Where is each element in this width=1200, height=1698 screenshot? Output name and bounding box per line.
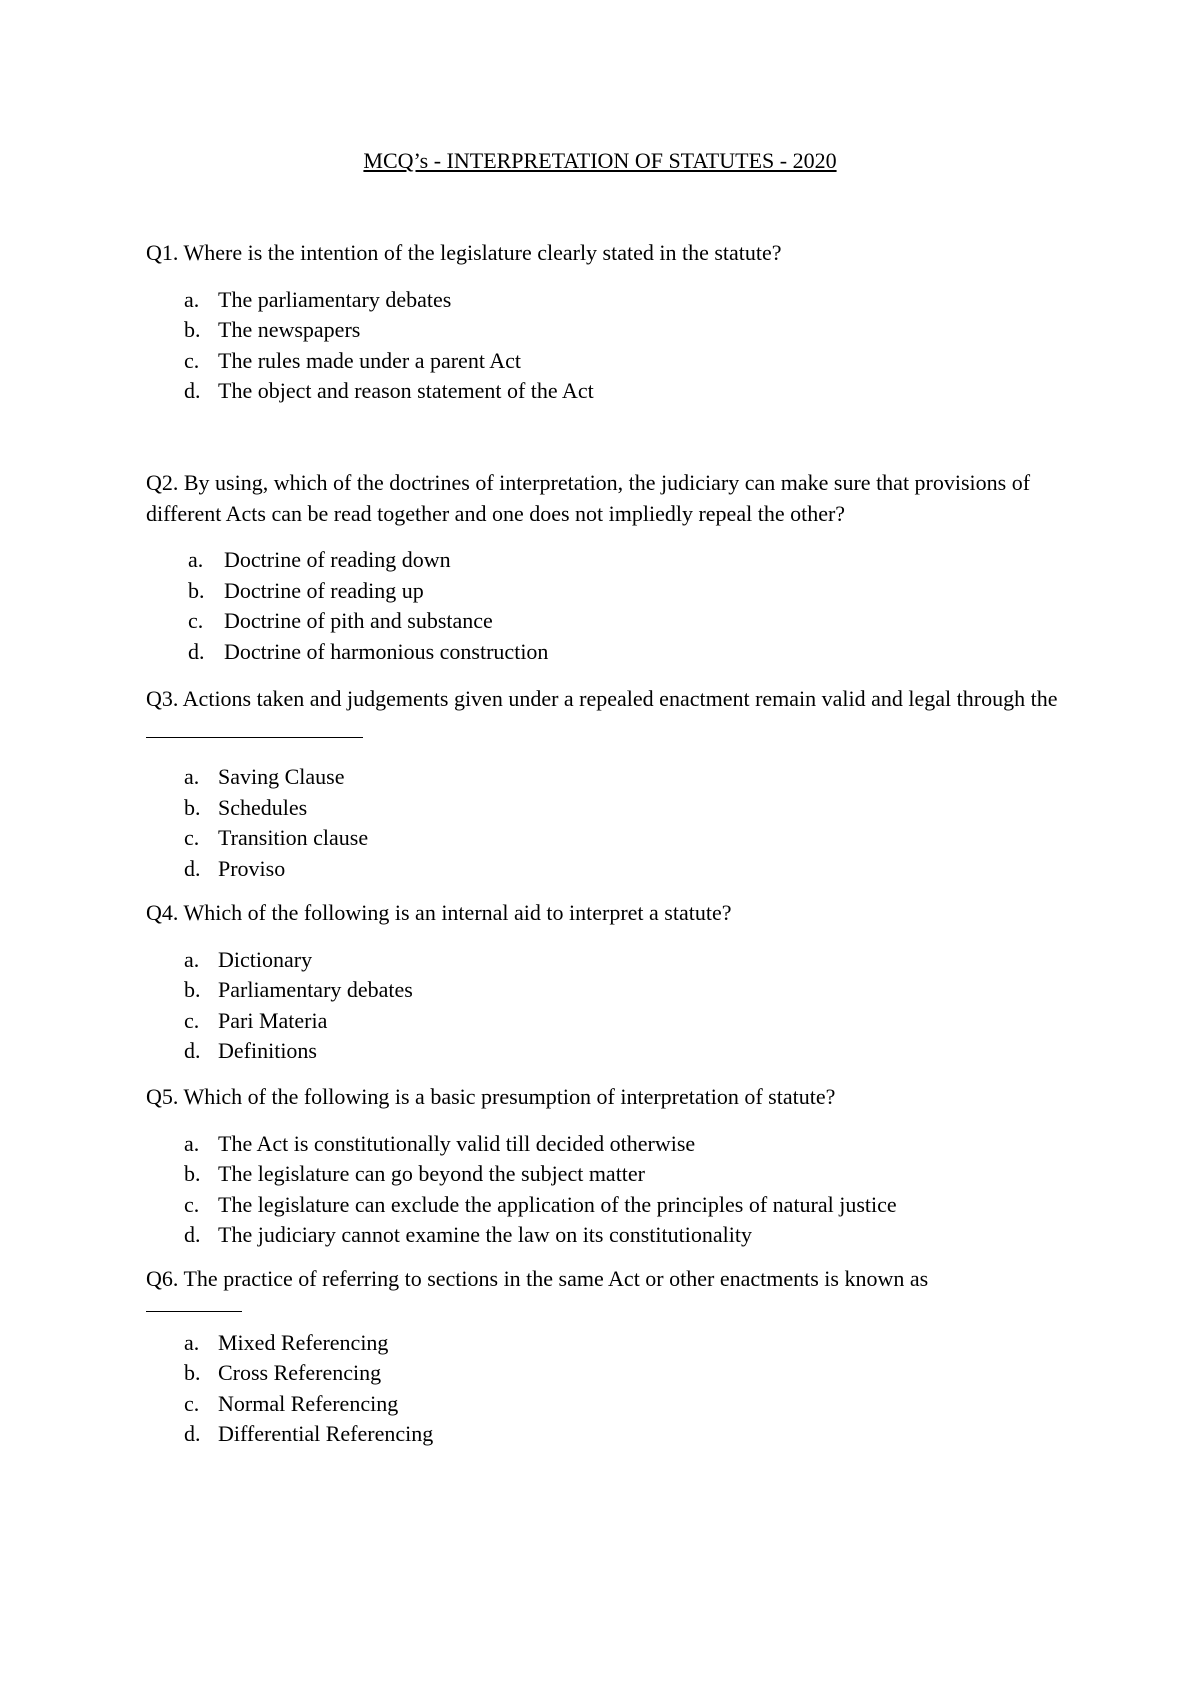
option-b: [146, 1358, 1066, 1389]
option-d: [146, 1419, 1066, 1450]
option-letter: c.: [184, 1191, 200, 1217]
question-text: Q4. Which of the following is an internal aid to interpret a statute?: [146, 900, 732, 925]
option-text: Proviso: [218, 855, 286, 881]
option-text: Doctrine of pith and substance: [224, 608, 493, 633]
option-letter: a.: [184, 1130, 200, 1156]
option-letter: c.: [184, 1007, 200, 1033]
question-text: Q6. The practice of referring to sections in the same Act or other enactments is known as: [146, 1266, 929, 1291]
option-letter: c.: [188, 608, 204, 633]
option-c: [146, 1389, 1066, 1420]
question-6: [146, 1264, 1066, 1450]
option-text: Saving Clause: [218, 764, 345, 789]
option-text: Doctrine of reading up: [224, 577, 424, 603]
option-text: The newspapers: [218, 317, 361, 342]
option-letter: c.: [184, 825, 200, 850]
option-letter: d.: [184, 1421, 201, 1446]
options-list: [146, 1129, 1066, 1251]
option-letter: b.: [184, 317, 201, 342]
option-c: [146, 1006, 1066, 1037]
options-list: [146, 545, 1066, 667]
option-a: [146, 545, 1066, 576]
question-4: [146, 898, 1066, 1067]
option-letter: c.: [184, 1390, 200, 1416]
question-text: Q2. By using, which of the doctrines of interpretation, the judiciary can make sure that provisions of different Acts can be read together and one does not impliedly repeal the other?: [146, 470, 1031, 526]
option-text: The object and reason statement of the Act: [218, 378, 594, 403]
option-b: [146, 1159, 1066, 1190]
option-text: The Act is constitutionally valid till decided otherwise: [218, 1130, 696, 1156]
option-letter: b.: [184, 1360, 201, 1385]
option-letter: b.: [184, 977, 201, 1002]
question-text: [146, 684, 1066, 746]
option-text: Mixed Referencing: [218, 1329, 389, 1355]
option-letter: d.: [184, 1038, 201, 1063]
option-text: The legislature can exclude the application of the principles of natural justice: [218, 1191, 897, 1217]
options-list: [146, 1328, 1066, 1450]
option-a: [146, 1129, 1066, 1160]
answer-blank: [146, 715, 363, 738]
option-a: [146, 1328, 1066, 1359]
option-text: Dictionary: [218, 946, 313, 972]
question-text: Q5. Which of the following is a basic presumption of interpretation of statute?: [146, 1084, 836, 1109]
option-b: [146, 576, 1066, 607]
option-letter: a.: [188, 547, 204, 572]
option-text: Definitions: [218, 1038, 317, 1063]
option-b: [146, 793, 1066, 824]
option-text: Schedules: [218, 794, 308, 820]
question-5: [146, 1082, 1066, 1251]
option-text: The legislature can go beyond the subject matter: [218, 1161, 646, 1186]
answer-blank: [146, 1297, 242, 1312]
option-letter: a.: [184, 1329, 200, 1355]
option-letter: c.: [184, 347, 200, 373]
option-text: The rules made under a parent Act: [218, 347, 521, 373]
option-d: [146, 637, 1066, 668]
option-a: [146, 762, 1066, 793]
option-letter: d.: [184, 1222, 201, 1247]
option-text: Transition clause: [218, 825, 369, 850]
option-c: [146, 346, 1066, 377]
option-text: Doctrine of harmonious construction: [224, 638, 549, 664]
option-b: [146, 975, 1066, 1006]
option-text: Pari Materia: [218, 1007, 328, 1033]
option-letter: d.: [184, 378, 201, 403]
option-text: Normal Referencing: [218, 1390, 399, 1416]
option-text: Doctrine of reading down: [224, 547, 451, 572]
options-list: [146, 945, 1066, 1067]
option-letter: a.: [184, 286, 200, 312]
option-d: [146, 1036, 1066, 1067]
option-text: The judiciary cannot examine the law on its constitutionality: [218, 1222, 752, 1247]
question-3: [146, 684, 1066, 884]
question-2: [146, 468, 1066, 667]
option-d: [146, 854, 1066, 885]
option-text: Differential Referencing: [218, 1421, 434, 1446]
option-text: Parliamentary debates: [218, 977, 413, 1002]
option-d: [146, 376, 1066, 407]
option-c: [146, 823, 1066, 854]
option-c: [146, 1190, 1066, 1221]
option-text: Cross Referencing: [218, 1360, 382, 1385]
option-a: [146, 285, 1066, 316]
option-letter: d.: [184, 855, 201, 881]
option-b: [146, 315, 1066, 346]
option-d: [146, 1220, 1066, 1251]
question-1: [146, 238, 1066, 407]
options-list: [146, 285, 1066, 407]
question-text-content: Q3. Actions taken and judgements given under a repealed enactment remain valid and legal through the: [146, 686, 1058, 711]
options-list: [146, 762, 1066, 884]
option-letter: b.: [184, 1161, 201, 1186]
option-c: [146, 606, 1066, 637]
option-a: [146, 945, 1066, 976]
option-letter: a.: [184, 946, 200, 972]
option-text: The parliamentary debates: [218, 286, 452, 312]
option-letter: b.: [188, 577, 205, 603]
option-letter: d.: [188, 638, 205, 664]
question-text: Q1. Where is the intention of the legislature clearly stated in the statute?: [146, 240, 782, 265]
option-letter: a.: [184, 764, 200, 789]
option-letter: b.: [184, 794, 201, 820]
document-title: MCQ’s - INTERPRETATION OF STATUTES - 2020: [363, 148, 837, 173]
